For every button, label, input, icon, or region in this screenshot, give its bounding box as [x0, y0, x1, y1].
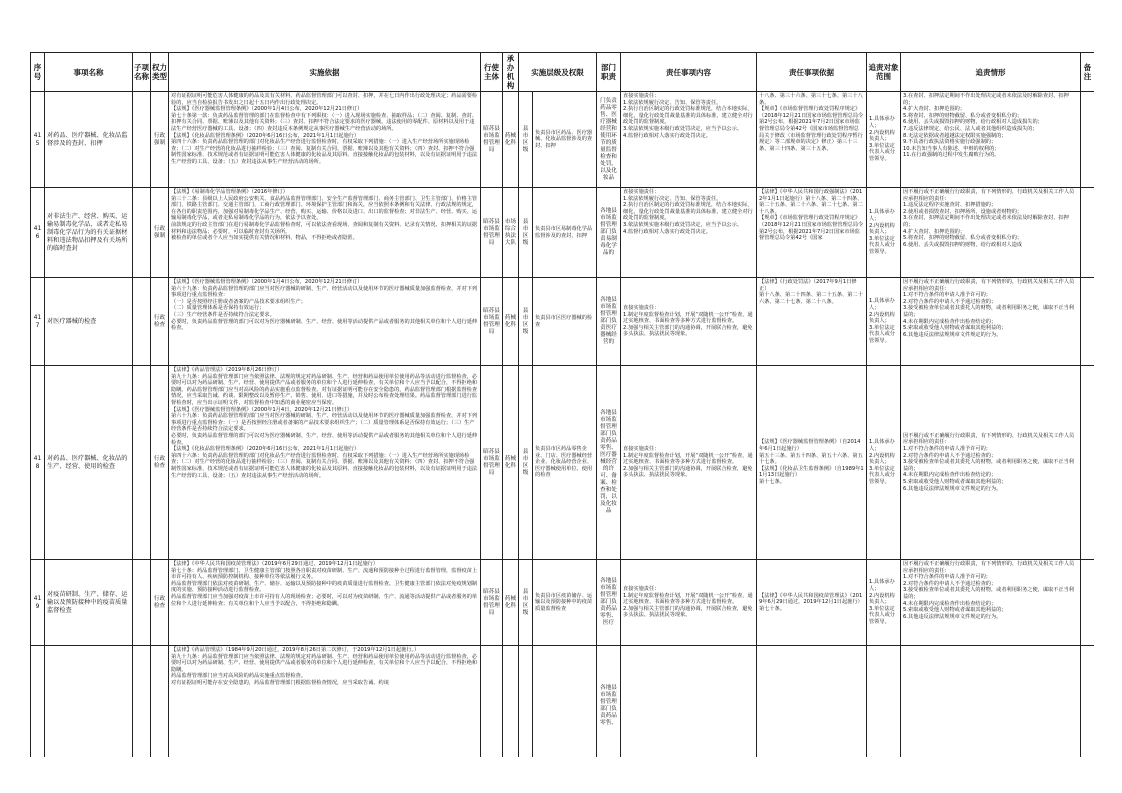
row-duty-basis: 【法律】《行政处罚法》（2017年9月1日修正） 第十八条、第二十四条、第二十五条、第二十六条、第二十七条、第二十八条。 [757, 278, 867, 366]
row-sub-item [133, 188, 151, 278]
header-level: 实施层级及权限 [519, 53, 597, 92]
row-dept-duty: 各地县市场监督管理部门负责易制毒化学品的 [597, 188, 621, 278]
row-level-tag: 县市区级 [519, 366, 533, 560]
row-basis: 【法律】《药品管理法》（2019年8月26日修订） 第九十九条：药品监督管理部门应当依照法律、法规的规定对药品研制、生产、经营和药品使用单位使用药品等活动进行监督检查，必要时可以对为药品研制、生产、经营、使用提供产品或者服务的单位和个人进行延伸检查，有关单位和个人应当予以配合，不得拒绝和隐瞒。药品监督管理部门应当对高风险的药品实施重点监督检查。对有证据证明可能存在安全隐患的，药品监督管理部门根据监督检查情况，应当采取告诫、约谈、限期整改以及暂停生产、销售、使用、进口等措施，并及时公布检查处理结果。药品监督管理部门进行监督检查时，应当出示证明文件，对监督检查中知悉的商业秘密应当保密。 【法规】《医疗器械监督管理条例》（2000年1月4日，2020年12月21日修订） 第六十九条：负责药品监督管理的部门应当对医疗器械的研制、生产、经营活动以及使用环节的医疗器械质量加强监督检查，并对下列事项进行重点监督检查：（一）是否按照经注册或者备案的产品技术要求组织生产；（二）质量管理体系是否保持有效运行；（三）生产经营条件是否持续符合法定要求。 必要时，负责药品监督管理的部门可以对为医疗器械研制、生产、经营、使用等活动提供产品或者服务的其他相关单位和个人进行延伸检查。 【法规】《化妆品监督管理条例》（2020年6月16日公布，2021年1月1日起施行） 第四十六条：负责药品监督管理的部门对化妆品生产经营进行监督检查时，有权采取下列措施：（一）进入生产经营场所实施现场检查；（二）对生产经营的化妆品进行抽样检验；（三）查阅、复制有关合同、票据、账簿以及其他有关资料；（四）查封、扣押不符合强制性国家标准、技术规范或者有证据证明可能危害人体健康的化妆品及其原料、直接接触化妆品的包装材料，以及有证据证明用于违法生产经营的工具、设备；（五）查封违法从事生产经营活动的场所。 [169, 366, 481, 560]
row-level-tag [519, 646, 533, 758]
row-seq: 419 [31, 560, 45, 646]
row-note [1081, 366, 1095, 560]
header-duty-basis: 责任事项依据 [757, 53, 867, 92]
header-sub-item: 子项名称 [133, 53, 151, 92]
row-basis: 【法律】《药品管理法》（1984年9月20日通过，2019年8月26日第二次修订，于2019年12月1日起施行。） 第九十九条：药品监督管理部门应当依照法律、法规的规定对药品研制、生产、经营和药品使用单位使用药品等活动进行监督检查，必要时可以对为药品研制、生产、经营、使用提供产品或者服务的单位和个人进行延伸检查，有关单位和个人应当予以配合，不得拒绝和隐瞒。 药品监督管理部门应当对高风险的药品实施重点监督检查。 对有证据证明可能存在安全隐患的，药品监督管理部门根据监督检查情况，应当采取告诫、约谈 [169, 646, 481, 758]
table-row [31, 366, 1095, 560]
row-level [533, 646, 597, 758]
row-duty-content [621, 646, 757, 758]
row-org: 药械化科 [503, 278, 519, 366]
row-org: 药械化科 [503, 366, 519, 560]
row-basis: 对有证据证明可能危害人体健康的药品及其有关材料，药品监督管理部门可以查封、扣押，并在七日内作出行政处理决定；药品需要检验的，应当自检验报告书发出之日起十五日内作出行政处理决定。 【法规】《医疗器械监督管理条例》（2000年1月4日公布，2020年12月21日修订） 第七十条第一款：负责药品监督管理的部门在监督检查中有下列职权：（一）进入现场实施检查、抽取样品；（二）查阅、复制、查封、扣押有关合同、票据、账簿以及其他有关资料；（三）查封、扣押不符合法定要求的医疗器械，违法使用的零配件、原材料以及用于违法生产经营医疗器械的工具、设备；（四）查封违反本条例规定从事医疗器械生产经营活动的场所。 【法规】《化妆品监督管理条例》（2020年6月16日公布，2021年1月1日起施行） 第四十六条：负责药品监督管理的部门对化妆品生产经营进行监督检查时，有权采取下列措施：（一）进入生产经营场所实施现场检查；（二）对生产经营的化妆品进行抽样检验；（三）查阅、复制有关合同、票据、账簿以及其他有关资料；（四）查封、扣押不符合强制性国家标准、技术规范或者有证据证明可能危害人体健康的化妆品及其原料、直接接触化妆品的包装材料，以及有证据证明用于违法生产经营的工具、设备；（五）查封违法从事生产经营活动的场所。 [169, 92, 481, 188]
row-sub-item [133, 560, 151, 646]
row-org: 药械化科 [503, 560, 519, 646]
row-dept-duty: 各地县市场监督管理部门负责药品零售、医疗器械经营的许可、备案、检查和处罚，以及化妆品 [597, 366, 621, 560]
row-org: 药械化科 [503, 92, 519, 188]
row-situation: 因不履行或不正确履行行政职责，有下列情形的，行政机关及相关工作人员应承担相应的责任： 1.对不符合条件的申请人准予许可的； 2.对符合条件的申请人不予通过检查的； 3.接受被检查单位或者其委托人的财物，或者利用职务之便，谋取不正当利益的； 4.未在期限内完成检查作出检查结论的； 5.索取或收受他人财物或者谋取其他利益的； 6.其他违反法律法规规章文件规定的行为。 [901, 278, 1081, 366]
row-level: 负责县市区药品、医疗器械、化妆品监督涉及的查封、扣押 [533, 92, 597, 188]
table-row [31, 646, 1095, 758]
row-note [1081, 92, 1095, 188]
row-duty-content: 直接实施责任： 1.制定年度监督检查计划，开展“双随机一公开”检查，通过实地核查、书面检查等多种方式进行监督检查。 2.加强与相关主管部门的沟通协调，开展联合检查，避免多头执法、执法扰民等现象。 [621, 366, 757, 560]
header-target: 追责对象范围 [867, 53, 901, 92]
row-item-name: 对药品、医疗器械、化妆品监督涉及的查封、扣押 [45, 92, 133, 188]
header-subject: 行使主体 [481, 53, 503, 92]
row-situation: 3.在查封、扣押法定期间不作出处理决定或者未依法及时解除查封、扣押的； 4.扩大查封、扣押范围的； 5.将查封、扣押的财物截留、私分或者变相私分的； 6.使用、丢失或损毁扣押的财物，给行政相对人造成损失的； 7.违反法律规定，给公民、法人或者其他组织造成损失的； 8.无法定依据或者超越法定权限实施强制的； 9.不具备行政执法资格实施行政强制的； 10.未告知当事人有陈述、申辩的权利的； 11.在行政强制的过程中发生腐败行为的。 [901, 92, 1081, 188]
power-list-table [30, 52, 1094, 757]
row-level: 负责县市区医疗器械的检查 [533, 278, 597, 366]
row-duty-content: 直接实施责任： 1.依法依规履行决定、告知、保管等责任。 2.执行自治区制定的行政处罚标准规范，结合本地实际，细化、量化行政处罚裁量基准的具体标准，建立健全对行政处罚的监督制度。 3.依法依规实施本级行政处罚决定，应当予以公示。 4.监督行政相对人落实行政处罚决定。 [621, 92, 757, 188]
row-situation [901, 646, 1081, 758]
row-subject: 昭苏县市场监督管理局 [481, 278, 503, 366]
row-seq: 415 [31, 92, 45, 188]
table-row [31, 278, 1095, 366]
row-subject: 昭苏县市场监督管理局 [481, 188, 503, 278]
row-sub-item [133, 278, 151, 366]
row-dept-duty: 各地县市场监督管理部门负责医疗器械经营的 [597, 278, 621, 366]
row-situation: 因不履行或不正确履行行政职责，有下列情形的，行政机关及相关工作人员应承担相应的责任： 1.对不符合条件的申请人准予许可的； 2.对符合条件的申请人不予通过检查的； 3.接受被检查单位或者其委托人的财物，或者利用职务之便，谋取不正当利益的； 4.未在期限内完成检查作出检查结论的； 5.索取或收受他人财物或者谋取其他利益的； 6.其他违反法律法规规章文件规定的行为。 [901, 366, 1081, 560]
row-dept-duty: 门负责药品零售、医疗器械经营和使用环节的质量监督检查和处罚，以及化妆品 [597, 92, 621, 188]
row-power-type: 行政强制 [151, 92, 169, 188]
row-note [1081, 278, 1095, 366]
row-seq: 418 [31, 366, 45, 560]
row-item-name: 对药品、医疗器械、化妆品的生产、经营、使用的检查 [45, 366, 133, 560]
row-duty-basis: 十八条、第三十六条、第三十七条、第三十八条。 【规章】《市场监督管理行政处罚程序规定》（2018年12月21日国家市场监督管理总局令第2号公布，根据2021年7月2日国家市场监督管理总局令第42号《国家市场监督管理总局关于修改〈市场监督管理行政处罚程序暂行规定〉等二部规章的决定》修正）第三十三条、第三十四条、第三十五条。 [757, 92, 867, 188]
row-subject: 昭苏县市场监督管理局 [481, 92, 503, 188]
header-basis: 实施依据 [169, 53, 481, 92]
header-situation: 追责情形 [901, 53, 1081, 92]
row-level-tag: 县市区级 [519, 560, 533, 646]
row-item-name: 对医疗器械的检查 [45, 278, 133, 366]
row-level: 负责县市区易制毒化学品监督涉及的查封、扣押 [533, 188, 597, 278]
row-duty-basis: 【法律】《中华人民共和国行政强制法》（2012年1月1日起施行）第十八条、第二十四条、第二十五条、第二十六条、第二十七条、第二十八条。 【规章】《市场监督管理行政处罚程序规定》（2018年12月21日国家市场监督管理总局令第2号公布，根据2021年7月2日国家市场监督管理总局令第42号《国家 [757, 188, 867, 278]
row-sub-item [133, 92, 151, 188]
row-power-type: 行政检查 [151, 560, 169, 646]
row-duty-content: 直接实施责任： 1.依法依规履行决定、告知、保管等责任。 2.执行自治区制定的行政处罚标准规范，结合本地实际，细化、量化行政处罚裁量基准的具体标准，建立健全对行政处罚的监督制度。 3.依法依规实施本级行政处罚决定，应当予以公示。 4.监督行政相对人落实行政处罚决定。 [621, 188, 757, 278]
row-sub-item [133, 366, 151, 560]
header-org: 承办机构 [503, 53, 519, 92]
row-situation: 因不履行或不正确履行行政职责，有下列情形的，行政机关及相关工作人员应承担相应的责任： 1.对不符合条件的申请人准予许可的； 2.对符合条件的申请人不予通过检查的； 3.接受被检查单位或者其委托人的财物，或者利用职务之便，谋取不正当利益的； 4.未在期限内完成检查作出检查结论的； 5.索取或收受他人财物或者谋取其他利益的； 6.其他违反法律法规规章文件规定的行为。 [901, 560, 1081, 646]
row-sub-item [133, 646, 151, 758]
row-basis: 【法规】《易制毒化学品管理条例》（2016年修订） 第三十二条：县级以上人民政府公安机关、食品药品监督管理部门、安全生产监督管理部门、商务主管部门、卫生主管部门、价格主管部门、铁路主管部门、交通主管部门、工商行政管理部门、环境保护主管部门和海关，应当依照本条例和有关法律、行政法规的规定，在各自的职责范围内，加强对易制毒化学品生产、经营、购买、运输、价格以及进口、出口的监督检查；对非法生产、经营、购买、运输易制毒化学品，或者走私易制毒化学品的行为，依法予以查处。 前款规定的行政主管部门在进行易制毒化学品监督检查时，可以依法查看现场、查阅和复制有关资料、记录有关情况、扣押相关的证据材料和违法物品；必要时，可以临时查封有关场所。 被检查的单位或者个人应当如实提供有关情况和材料、物品，不得拒绝或者隐匿。 [169, 188, 481, 278]
table-row [31, 188, 1095, 278]
row-duty-basis [757, 646, 867, 758]
row-note [1081, 646, 1095, 758]
table-row [31, 560, 1095, 646]
row-note [1081, 560, 1095, 646]
row-basis: 【法规】《医疗器械监督管理条例》（2000年1月4日公布，2020年12月21日修订） 第六十九条：负责药品监督管理的部门应当对医疗器械的研制、生产、经营活动以及使用环节的医疗器械质量加强监督检查，并对下列事项进行重点监督检查： （一）是否按照经注册或者备案的产品技术要求组织生产； （二）质量管理体系是否保持有效运行； （三）生产经营条件是否持续符合法定要求。 必要时，负责药品监督管理的部门可以对为医疗器械研制、生产、经营、使用等活动提供产品或者服务的其他相关单位和个人进行延伸检查。 [169, 278, 481, 366]
row-duty-content: 直接实施责任： 1.制定年度监督检查计划，开展“双随机一公开”检查，通过实地核查、书面检查等多种方式进行监督检查。 2.加强与相关主管部门的沟通协调，开展联合检查，避免多头执法、执法扰民等现象。 [621, 278, 757, 366]
row-subject: 昭苏县市场监督管理局 [481, 366, 503, 560]
row-target: 1.具体承办人； 2.内设机构负责人； 3.单位法定代表人或分管领导。 [867, 560, 901, 646]
row-seq [31, 646, 45, 758]
row-level-tag: 县市区级 [519, 188, 533, 278]
header-duty-content: 责任事项内容 [621, 53, 757, 92]
row-target: 1.具体承办人； 2.内设机构负责人； 3.单位法定代表人或分管领导。 [867, 92, 901, 188]
row-dept-duty: 各地县市场监督管理部门负责药品零售、 [597, 646, 621, 758]
header-item-name: 事项名称 [45, 53, 133, 92]
row-item-name: 对非法生产、经营、购买、运输易制毒化学品，或者走私易制毒化学品行为的有关证据材料和违法物品扣押及有关场所的临时查封 [45, 188, 133, 278]
row-power-type: 行政强制 [151, 188, 169, 278]
header-note: 备注 [1081, 53, 1095, 92]
header-seq: 序号 [31, 53, 45, 92]
row-item-name [45, 646, 133, 758]
row-target: 1.具体承办人； 2.内设机构负责人； 3.单位法定代表人或分管领导。 [867, 188, 901, 278]
row-org [503, 646, 519, 758]
row-target: 1.具体承办人； 2.内设机构负责人； 3.单位法定代表人或分管领导。 [867, 366, 901, 560]
row-situation: 因不履行或不正确履行行政职责，有下列情形的，行政机关及相关工作人员应承担相应的责任： 1.违反法定程序实施查封、扣押措施的； 2.使用或者损毁查封、扣押场所、设施或者财物的； 3.在查封、扣押法定期间不作出处理决定或者未依法及时解除查封、扣押的； 4.扩大查封、扣押范围的； 5.将查封、扣押的财物截留、私分或者变相私分的； 6.使用、丢失或损毁扣押的财物，给行政相对人造成 [901, 188, 1081, 278]
row-power-type [151, 646, 169, 758]
document-page [30, 52, 1094, 757]
row-level-tag: 县市区级 [519, 92, 533, 188]
header-power-type: 权力类型 [151, 53, 169, 92]
header-dept-duty: 部门职责 [597, 53, 621, 92]
row-note [1081, 188, 1095, 278]
table-row [31, 92, 1095, 188]
row-subject: 昭苏县市场监督管理局 [481, 560, 503, 646]
row-item-name: 对疫苗研制、生产、储存、运输以及预防接种中的疫苗质量监督检查 [45, 560, 133, 646]
row-power-type: 行政检查 [151, 278, 169, 366]
row-level-tag: 县市区级 [519, 278, 533, 366]
row-subject [481, 646, 503, 758]
row-basis: 【法律】《中华人民共和国疫苗管理法》（2019年6月29日通过，2019年12月1日起施行） 第七十条：药品监督管理部门、卫生健康主管部门按照各自职责对疫苗研制、生产、流通和预防接种全过程进行监督管理，监督疫苗上市许可持有人、疾病预防控制机构、接种单位等依法履行义务。 药品监督管理部门依法对疫苗研制、生产、储存、运输以及预防接种中的疫苗质量进行监督检查。卫生健康主管部门依法对免疫规划制度的实施、预防接种活动进行监督检查。 药品监督管理部门应当加强对疫苗上市许可持有人的现场检查；必要时，可以对为疫苗研制、生产、流通等活动提供产品或者服务的单位和个人进行延伸检查；有关单位和个人应当予以配合，不得拒绝和隐瞒。 [169, 560, 481, 646]
row-level: 负责县市区疫苗储存、运输以及预防接种中的疫苗质量监督检查 [533, 560, 597, 646]
table-header-row [31, 53, 1095, 92]
row-dept-duty: 各地县市场监督管理部门负责药品零售、医疗 [597, 560, 621, 646]
row-duty-content: 直接实施责任： 1.制定年度监督检查计划，开展“双随机一公开”检查，通过实地核查、书面检查等多种方式进行监督检查。 2.加强与相关主管部门的沟通协调，开展联合检查，避免多头执法、执法扰民等现象。 [621, 560, 757, 646]
row-level: 负责县市区药品零售企业、门店、医疗器械经营企业、化妆品经营企业、医疗器械使用单位、使用的检查 [533, 366, 597, 560]
row-duty-basis: 【法规】《医疗器械监督管理条例》（自2014年6月1日起施行） 第五十三条、第五十四条、第五十六条、第五十七条。 【法规】《化妆品卫生监督条例》（自1989年11月13日起施行） 第十七条。 [757, 366, 867, 560]
row-power-type: 行政检查 [151, 366, 169, 560]
row-target [867, 646, 901, 758]
row-seq: 417 [31, 278, 45, 366]
row-org: 市场综合执法大队 [503, 188, 519, 278]
row-seq: 416 [31, 188, 45, 278]
row-target: 1.具体承办人； 2.内设机构负责人； 3.单位法定代表人或分管领导。 [867, 278, 901, 366]
row-duty-basis: 【法律】《中华人民共和国疫苗管理法》（2019年6月29日通过，2019年12月1日起施行） 第七十条。 [757, 560, 867, 646]
